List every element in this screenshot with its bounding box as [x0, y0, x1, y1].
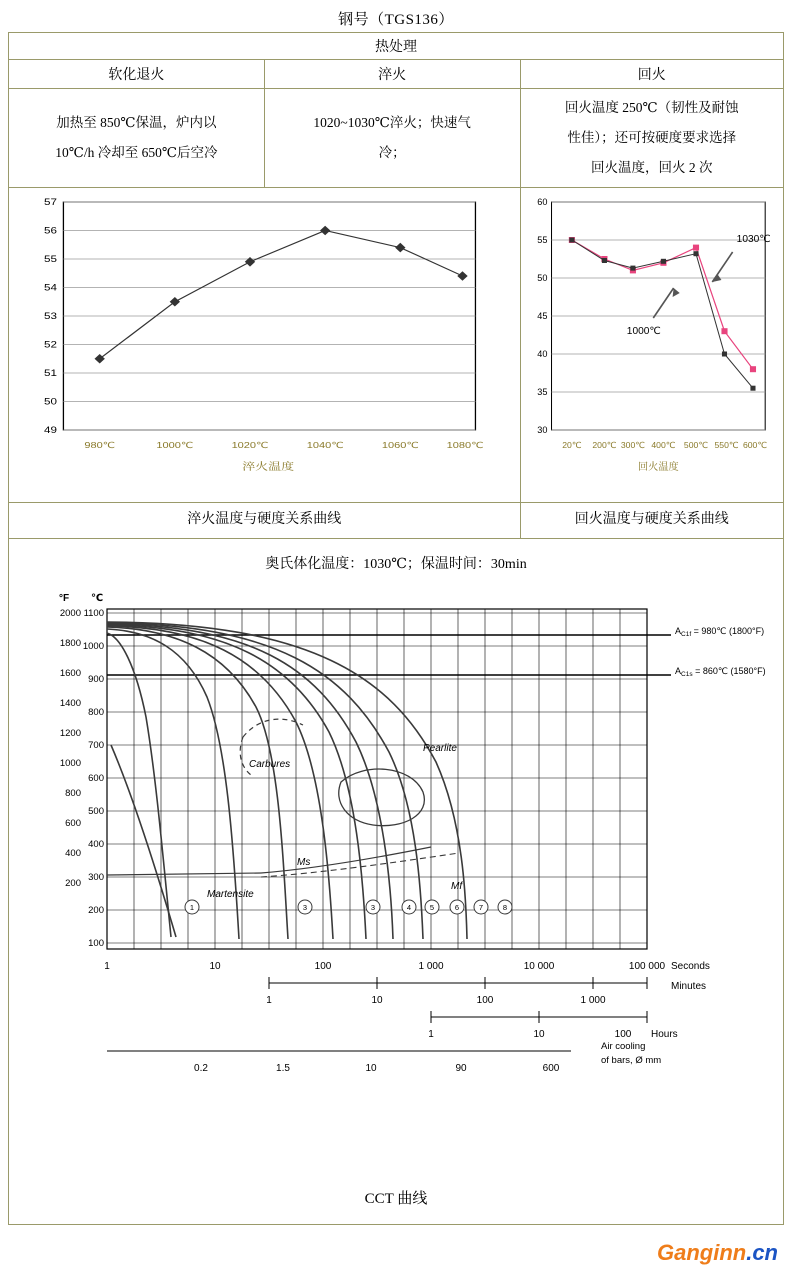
- svg-text:400: 400: [88, 839, 104, 850]
- svg-text:8: 8: [502, 903, 508, 912]
- svg-text:10: 10: [209, 961, 221, 972]
- heat-treatment-label: 热处理: [9, 33, 784, 60]
- column-header-tempering: 回火: [520, 60, 784, 89]
- svg-text:1400: 1400: [59, 698, 81, 709]
- svg-text:100: 100: [314, 961, 332, 972]
- svg-text:1080℃: 1080℃: [446, 440, 484, 451]
- svg-text:1060℃: 1060℃: [381, 440, 419, 451]
- svg-text:400: 400: [65, 848, 81, 859]
- site-logo-tld: .cn: [746, 1240, 778, 1265]
- svg-text:100: 100: [476, 995, 494, 1006]
- svg-text:100: 100: [614, 1029, 632, 1040]
- svg-text:1: 1: [428, 1029, 434, 1040]
- svg-text:53: 53: [43, 311, 57, 322]
- svg-text:45: 45: [536, 310, 547, 321]
- svg-text:3: 3: [302, 903, 308, 912]
- svg-text:51: 51: [43, 368, 57, 379]
- cell-tempering: [520, 89, 784, 188]
- svg-text:1000℃: 1000℃: [626, 325, 661, 337]
- svg-text:600℃: 600℃: [742, 439, 767, 450]
- cell-annealing: [9, 89, 265, 188]
- caption-temper-hardness: 回火温度与硬度关系曲线: [521, 502, 784, 537]
- svg-text:60: 60: [536, 196, 547, 207]
- table-row: [9, 33, 784, 60]
- svg-text:3: 3: [370, 903, 376, 912]
- svg-text:54: 54: [43, 283, 57, 293]
- cct-chart-caption: CCT 曲线: [364, 1191, 428, 1207]
- cell-tempering-line-3: 回火温度，回火 2 次: [591, 160, 713, 175]
- svg-text:56: 56: [43, 226, 57, 236]
- svg-text:700: 700: [88, 740, 104, 751]
- svg-text:回火温度: 回火温度: [637, 461, 679, 473]
- svg-text:1: 1: [104, 961, 110, 972]
- caption-quench-hardness: 淬火温度与硬度关系曲线: [9, 502, 520, 537]
- column-header-annealing: 软化退火: [9, 60, 265, 89]
- table-row: [9, 89, 784, 188]
- svg-text:1: 1: [266, 995, 272, 1006]
- svg-text:1: 1: [189, 903, 195, 912]
- svg-text:7: 7: [478, 903, 484, 912]
- svg-text:Air cooling: Air cooling: [601, 1041, 646, 1052]
- svg-text:500℃: 500℃: [683, 439, 708, 450]
- site-logo-name: Ganginn: [656, 1240, 747, 1265]
- svg-text:Hours: Hours: [651, 1029, 678, 1040]
- svg-text:1100: 1100: [83, 608, 104, 619]
- svg-text:200℃: 200℃: [591, 439, 616, 450]
- svg-text:900: 900: [88, 674, 104, 685]
- svg-text:30: 30: [536, 424, 547, 435]
- svg-text:AC1f = 980℃ (1800°F): $A_{C1f}$ = 980℃ (1800°F): [675, 626, 765, 638]
- svg-text:300℃: 300℃: [620, 439, 645, 450]
- svg-text:90: 90: [455, 1063, 467, 1074]
- svg-text:1600: 1600: [59, 668, 81, 679]
- svg-text:2000: 2000: [59, 608, 81, 619]
- svg-text:°F: °F: [59, 593, 70, 604]
- page-title: 钢号（TGS136）: [338, 12, 454, 28]
- chart-cell-temper-hardness: [520, 188, 784, 539]
- svg-text:1 000: 1 000: [580, 995, 606, 1006]
- svg-text:AC1s = 860℃ (1580°F): $A_{C1s}$ = 860℃ (1580°F): [675, 666, 766, 678]
- svg-text:52: 52: [43, 340, 57, 350]
- svg-text:57: 57: [43, 197, 57, 208]
- cell-annealing-line-2: 10℃/h 冷却至 650℃后空冷: [55, 145, 218, 160]
- temper-hardness-chart: [521, 190, 784, 502]
- svg-text:50: 50: [43, 397, 57, 407]
- svg-text:Seconds: Seconds: [671, 961, 710, 972]
- chart-cell-quench-hardness: [9, 188, 521, 539]
- cct-chart-header: 奥氏体化温度：1030℃；保温时间：30min: [265, 557, 527, 572]
- site-logo: [657, 1240, 778, 1266]
- svg-text:1.5: 1.5: [276, 1063, 290, 1074]
- svg-text:800: 800: [88, 707, 104, 718]
- svg-text:1 000: 1 000: [418, 961, 444, 972]
- svg-text:10: 10: [365, 1063, 377, 1074]
- svg-text:1040℃: 1040℃: [306, 440, 344, 451]
- svg-text:100: 100: [88, 938, 104, 949]
- svg-text:of bars, Ø mm: of bars, Ø mm: [601, 1055, 662, 1066]
- svg-text:500: 500: [88, 806, 104, 817]
- svg-text:5: 5: [429, 903, 435, 912]
- cct-chart: [11, 577, 781, 1177]
- svg-text:1000℃: 1000℃: [156, 440, 194, 451]
- svg-text:10: 10: [533, 1029, 545, 1040]
- svg-text:800: 800: [65, 788, 81, 799]
- cell-quenching-line-2: 冷；: [378, 145, 406, 160]
- svg-text:200: 200: [88, 905, 104, 916]
- cell-annealing-line-1: 加热至 850℃保温，炉内以: [56, 115, 217, 130]
- cell-quenching: [264, 89, 520, 188]
- cct-chart-cell: [9, 539, 784, 1225]
- column-header-quenching: 淬火: [264, 60, 520, 89]
- svg-text:10 000: 10 000: [523, 961, 555, 972]
- svg-text:200: 200: [65, 878, 81, 889]
- table-row: [9, 539, 784, 1225]
- svg-text:55: 55: [536, 234, 547, 245]
- svg-text:Minutes: Minutes: [671, 981, 707, 992]
- svg-text:1030℃: 1030℃: [736, 233, 771, 245]
- svg-text:10: 10: [371, 995, 383, 1006]
- svg-text:100 000: 100 000: [628, 961, 666, 972]
- svg-text:Pearlite: Pearlite: [423, 743, 457, 754]
- svg-text:300: 300: [88, 872, 104, 883]
- cell-tempering-line-1: 回火温度 250℃（韧性及耐蚀: [564, 100, 739, 115]
- svg-text:49: 49: [43, 425, 57, 436]
- svg-text:1020℃: 1020℃: [231, 440, 269, 451]
- svg-text:Carbures: Carbures: [249, 759, 291, 770]
- svg-text:550℃: 550℃: [713, 439, 739, 450]
- svg-text:980℃: 980℃: [84, 440, 116, 451]
- svg-text:600: 600: [88, 773, 104, 784]
- table-row: [9, 60, 784, 89]
- svg-text:Martensite: Martensite: [207, 889, 254, 900]
- svg-text:Ms: Ms: [297, 857, 311, 868]
- table-row: [9, 188, 784, 539]
- quench-hardness-chart: [9, 190, 520, 502]
- svg-text:1800: 1800: [59, 638, 81, 649]
- svg-text:1200: 1200: [59, 728, 81, 739]
- svg-text:6: 6: [454, 903, 460, 912]
- svg-text:4: 4: [406, 903, 412, 912]
- svg-text:1000: 1000: [82, 641, 104, 652]
- heat-treatment-table: [8, 32, 784, 1225]
- svg-text:600: 600: [65, 818, 81, 829]
- svg-text:℃: ℃: [91, 593, 104, 604]
- svg-text:400℃: 400℃: [650, 439, 675, 450]
- svg-text:0.2: 0.2: [194, 1063, 208, 1074]
- svg-text:55: 55: [43, 254, 57, 265]
- svg-text:1000: 1000: [59, 758, 81, 769]
- cell-tempering-line-2: 性佳）；还可按硬度要求选择: [567, 130, 737, 145]
- svg-text:600: 600: [542, 1063, 560, 1074]
- svg-text:40: 40: [536, 348, 547, 359]
- svg-text:35: 35: [536, 386, 547, 397]
- svg-text:20℃: 20℃: [561, 439, 582, 450]
- svg-text:50: 50: [536, 272, 547, 283]
- svg-text:Mf: Mf: [451, 881, 463, 892]
- svg-text:淬火温度: 淬火温度: [242, 461, 295, 473]
- cell-quenching-line-1: 1020~1030℃淬火；快速气: [313, 115, 471, 130]
